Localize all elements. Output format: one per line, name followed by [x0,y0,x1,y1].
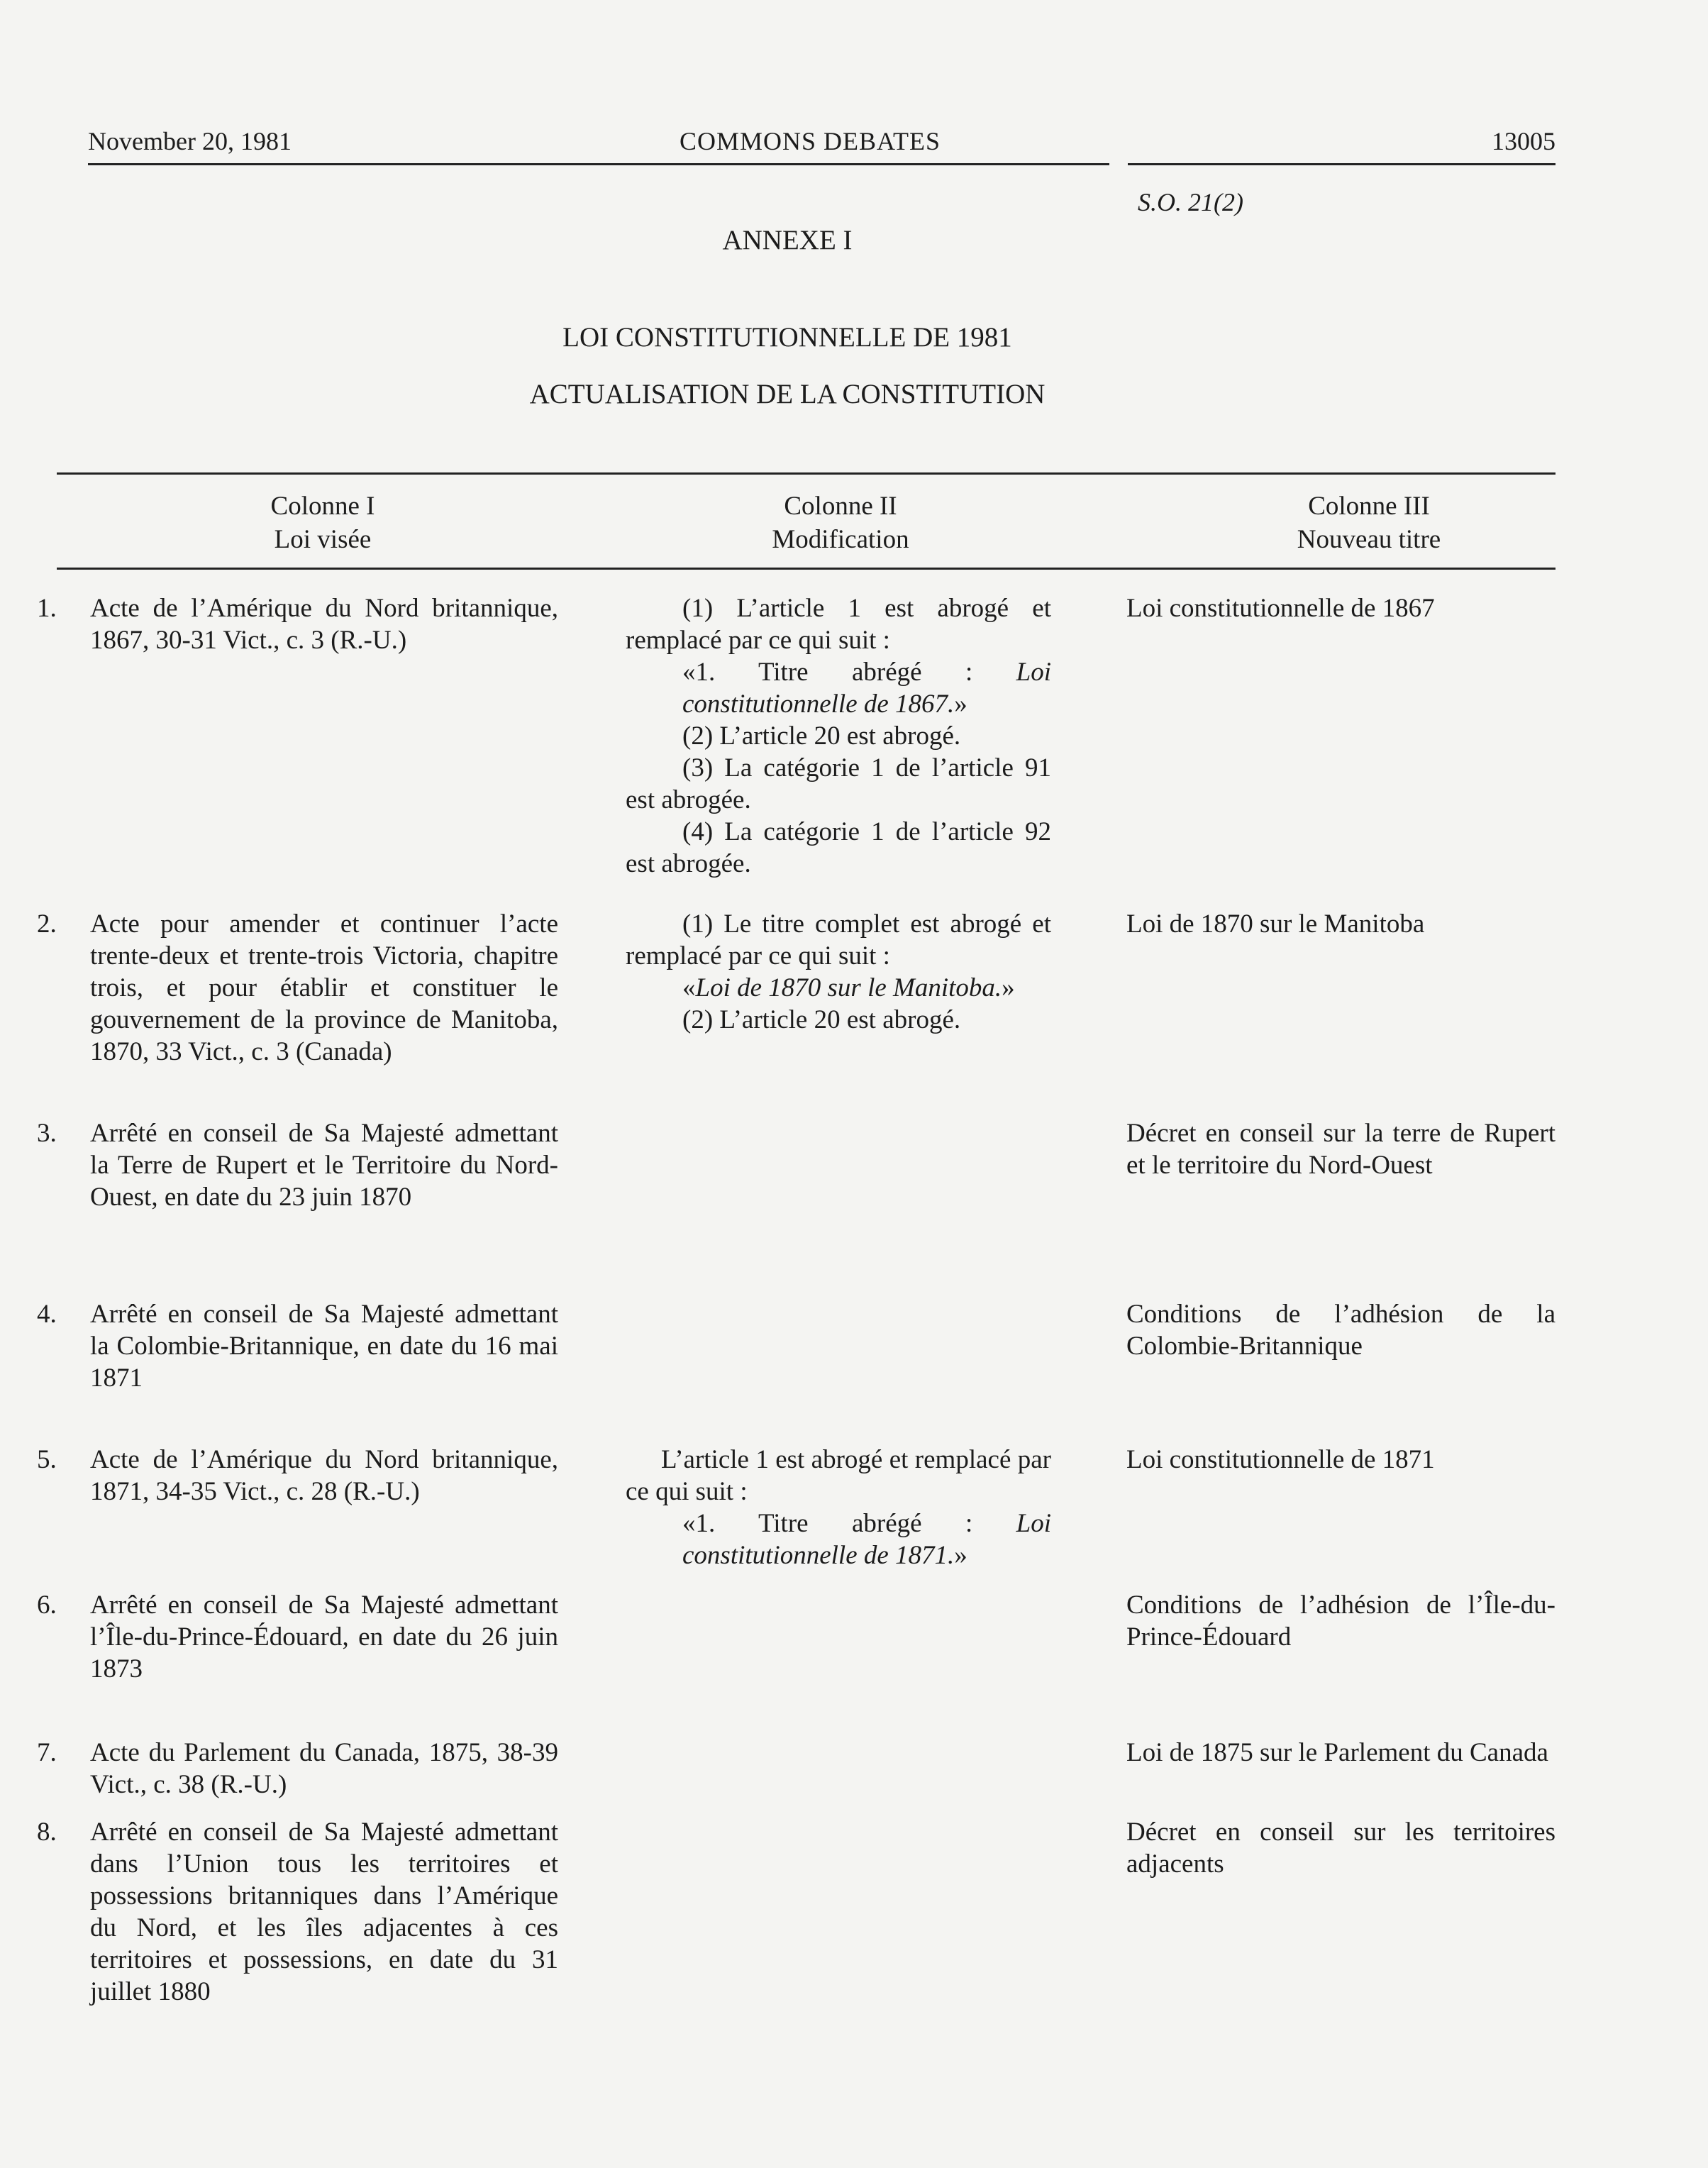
column-header-label: Colonne II [784,492,897,521]
table-rule-header [57,568,1556,570]
row-number: 4. [37,1300,57,1329]
table-rule-top [57,472,1556,475]
header-date: November 20, 1981 [88,127,292,155]
amendment-text: (2) L’article 20 est abrogé. [682,1005,961,1034]
amendment-text: L’article 1 est abrogé et remplacé par ce qui suit : [626,1445,1051,1506]
act-cited: Acte de l’Amérique du Nord britannique, 1871, 34-35 Vict., c. 28 (R.-U.) [90,1445,558,1506]
amendment-paragraph [626,592,1051,656]
amendment-new-title: Loi constitutionnelle de 1867. [682,658,1051,719]
header-title: COMMONS DEBATES [680,127,941,155]
amendment-text: «1. Titre abrégé : [682,658,1016,687]
row-number: 6. [37,1591,57,1620]
new-title: Conditions de l’adhésion de l’Île-du-Prince-Édouard [1126,1591,1556,1652]
amendment-paragraph [626,1004,1051,1036]
amendment [626,592,1051,880]
amendment-text: (1) Le titre complet est abrogé et remplacé par ce qui suit : [626,909,1051,970]
amendment-paragraph [626,1508,1051,1571]
act-cited: Arrêté en conseil de Sa Majesté admettant l’Île-du-Prince-Édouard, en date du 26 juin 1873 [90,1591,558,1683]
row-number: 8. [37,1818,57,1847]
amendment-closing-quote: » [1002,973,1015,1002]
act-cited: Acte du Parlement du Canada, 1875, 38-39 Vict., c. 38 (R.-U.) [90,1738,558,1799]
amendment-paragraph [626,656,1051,720]
amendment-text: (3) La catégorie 1 de l’article 91 est abrogée. [626,753,1051,814]
amendment-paragraph [626,1444,1051,1508]
act-cited: Arrêté en conseil de Sa Majesté admettant dans l’Union tous les territoires et possessions britanniques dans l’Amérique du Nord, et les îles adjacentes à ces territoires et possessions, en date du 31 juillet 1880 [90,1818,558,2006]
act-cited: Acte de l’Amérique du Nord britannique, 1867, 30-31 Vict., c. 3 (R.-U.) [90,594,558,655]
amendment-paragraph [626,908,1051,972]
row-number: 5. [37,1445,57,1474]
amendment-paragraph [626,972,1051,1004]
amendment-text: «1. Titre abrégé : [682,1509,1016,1538]
amendment-closing-quote: » [954,690,967,719]
column-header-sublabel: Modification [772,525,909,554]
new-title: Loi de 1870 sur le Manitoba [1126,909,1425,939]
amendment [626,908,1051,1036]
column-header-sublabel: Loi visée [274,525,372,554]
amendment-new-title: Loi constitutionnelle de 1871. [682,1509,1051,1570]
amendment-closing-quote: » [954,1541,967,1570]
amendment-text: (4) La catégorie 1 de l’article 92 est abrogée. [626,817,1051,878]
act-cited: Arrêté en conseil de Sa Majesté admettant la Terre de Rupert et le Territoire du Nord-Ouest, en date du 23 juin 1870 [90,1119,558,1212]
amendment-text: (2) L’article 20 est abrogé. [682,721,961,751]
annex-title: ANNEXE I [722,225,853,255]
amendment-new-title: Loi de 1870 sur le Manitoba. [695,973,1002,1002]
header-rule [1128,163,1556,165]
act-title: LOI CONSTITUTIONNELLE DE 1981 [562,322,1012,353]
new-title: Décret en conseil sur les territoires adjacents [1126,1818,1556,1879]
act-cited: Arrêté en conseil de Sa Majesté admettant la Colombie-Britannique, en date du 16 mai 1871 [90,1300,558,1393]
column-header-1 [110,490,536,556]
row-number: 7. [37,1738,57,1767]
column-header-sublabel: Nouveau titre [1297,525,1441,554]
new-title: Loi de 1875 sur le Parlement du Canada [1126,1738,1548,1767]
column-header-label: Colonne I [270,492,375,521]
amendment-paragraph [626,816,1051,880]
row-number: 2. [37,909,57,939]
column-header-3 [1156,490,1582,556]
amendment-paragraph [626,720,1051,752]
new-title: Conditions de l’adhésion de la Colombie-Britannique [1126,1300,1556,1361]
new-title: Loi constitutionnelle de 1867 [1126,594,1435,623]
standing-order: S.O. 21(2) [1138,188,1243,216]
amendment-paragraph [626,752,1051,816]
amendment-text: (1) L’article 1 est abrogé et remplacé par ce qui suit : [626,594,1051,655]
header-rule [88,163,1109,165]
new-title: Décret en conseil sur la terre de Rupert et le territoire du Nord-Ouest [1126,1119,1556,1180]
row-number: 1. [37,594,57,623]
new-title: Loi constitutionnelle de 1871 [1126,1445,1435,1474]
amendment [626,1444,1051,1571]
subtitle: ACTUALISATION DE LA CONSTITUTION [529,379,1046,409]
amendment-text: « [682,973,696,1002]
column-header-2 [628,490,1053,556]
column-header-label: Colonne III [1308,492,1430,521]
row-number: 3. [37,1119,57,1148]
header-page-number: 13005 [1492,127,1556,155]
act-cited: Acte pour amender et continuer l’acte trente-deux et trente-trois Victoria, chapitre trois, et pour établir et constituer le gouvernement de la province de Manitoba, 1870, 33 Vict., c. 3 (Canada) [90,909,558,1066]
